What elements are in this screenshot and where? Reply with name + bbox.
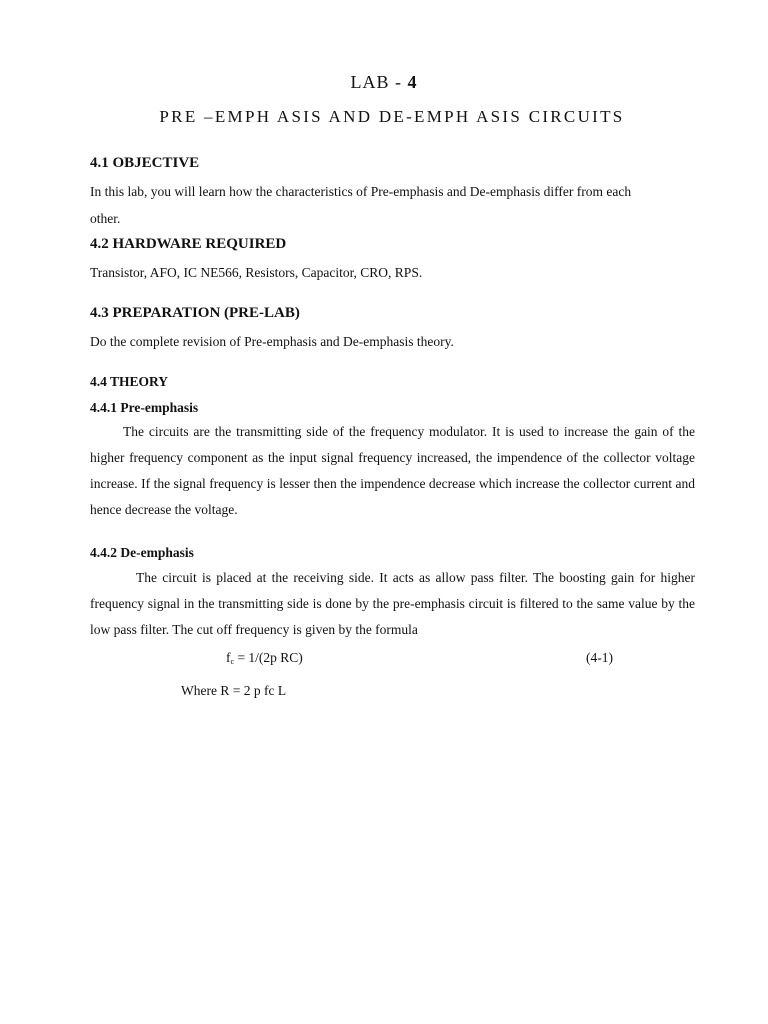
preparation-heading: 4.3 PREPARATION (PRE-LAB) <box>90 305 300 321</box>
objective-text-line2: other. <box>90 211 121 226</box>
hardware-heading: 4.2 HARDWARE REQUIRED <box>90 236 287 252</box>
formula-lhs-subscript: c <box>230 657 235 666</box>
formula-number: (4-1) <box>586 650 613 665</box>
hardware-text: Transistor, AFO, IC NE566, Resistors, Capacitor, CRO, RPS. <box>90 265 423 280</box>
document-title: PRE –EMPH ASIS AND DE-EMPH ASIS CIRCUITS <box>159 107 625 126</box>
formula-rhs: = 1/(2p RC) <box>234 650 303 665</box>
de-emphasis-heading: 4.4.2 De-emphasis <box>90 545 194 560</box>
formula-where: Where R = 2 p fc L <box>181 683 287 698</box>
lab-number: 4 <box>407 72 418 92</box>
pre-emphasis-heading: 4.4.1 Pre-emphasis <box>90 400 199 415</box>
pre-emphasis-paragraph: The circuits are the transmitting side of the frequency modulator. It is used to increase the gain of the higher frequency component as the input signal frequency increased, the impendence of the collector voltage increase. If the signal frequency is lesser then the impendence decrease which increase the collector current and hence decrease the voltage. <box>90 424 695 517</box>
preparation-text: Do the complete revision of Pre-emphasis and De-emphasis theory. <box>90 334 454 349</box>
lab-prefix: LAB - <box>350 72 408 92</box>
formula-equation <box>226 650 303 666</box>
lab-title <box>0 72 768 93</box>
objective-heading: 4.1 OBJECTIVE <box>90 155 200 171</box>
formula-lhs: f <box>226 650 231 665</box>
objective-text-line1: In this lab, you will learn how the characteristics of Pre-emphasis and De-emphasis differ from each <box>90 184 632 199</box>
theory-heading: 4.4 THEORY <box>90 374 169 389</box>
de-emphasis-paragraph: The circuit is placed at the receiving side. It acts as allow pass filter. The boosting gain for higher frequency signal in the transmitting side is done by the pre-emphasis circuit is filtered to the same value by the low pass filter. The cut off frequency is given by the formula <box>90 570 695 637</box>
